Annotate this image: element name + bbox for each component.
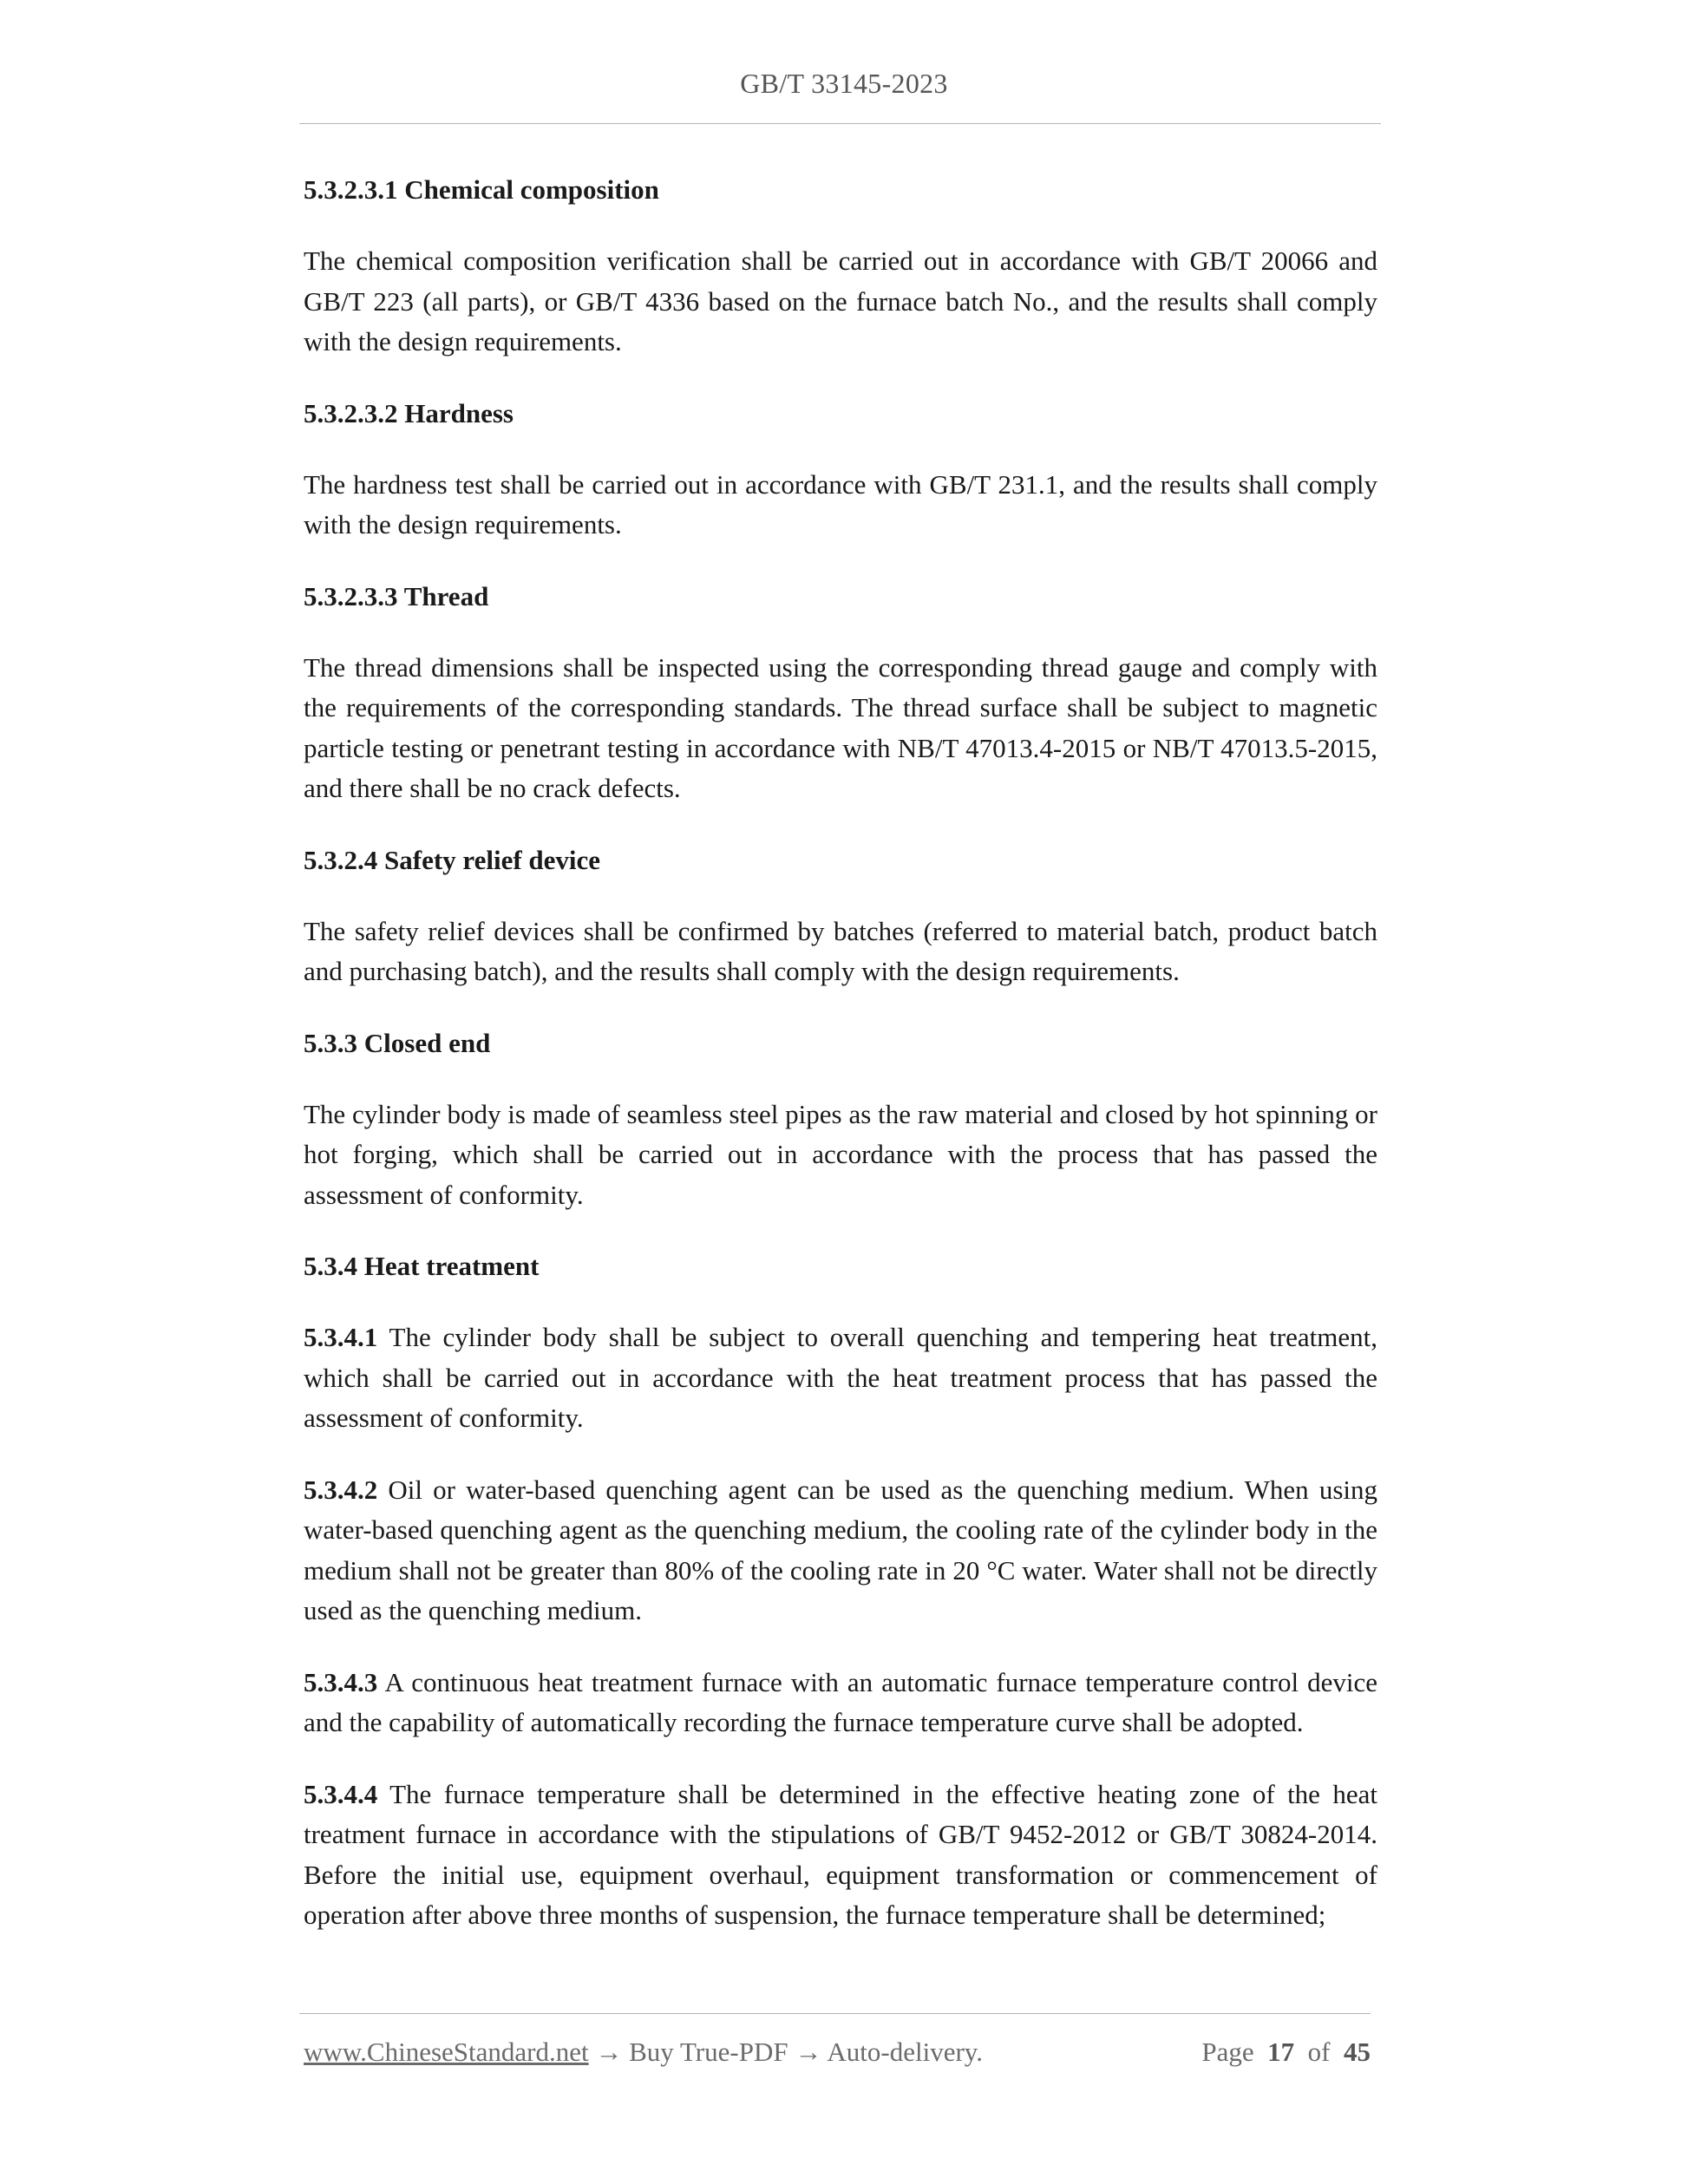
clause-text: The cylinder body shall be subject to overall quenching and tempering heat treatment, which shall be carried out in accordance with the heat treatment process that has passed the assessment of conformity. xyxy=(304,1322,1377,1433)
of-word: of xyxy=(1307,2037,1331,2067)
clause-text: Oil or water-based quenching agent can be used as the quenching medium. When using water-based quenching agent as the quenching medium, the cooling rate of the cylinder body in the medium shall not be greater than 80% of the cooling rate in 20 °C water. Water shall not be directly used as the quenching medium. xyxy=(304,1474,1377,1625)
section-heading-closed-end: 5.3.3 Closed end xyxy=(304,1027,491,1058)
header-divider xyxy=(299,123,1381,124)
clause-number: 5.3.4.3 xyxy=(304,1666,378,1697)
clause-number: 5.3.4.2 xyxy=(304,1474,378,1505)
total-pages: 45 xyxy=(1344,2037,1371,2067)
section-heading-thread: 5.3.2.3.3 Thread xyxy=(304,580,489,611)
clause-5-3-4-4 xyxy=(304,1775,1377,1936)
footer-divider xyxy=(299,2013,1371,2014)
buy-pdf-text: Buy True-PDF xyxy=(629,2037,788,2067)
section-text-closed-end: The cylinder body is made of seamless steel pipes as the raw material and closed by hot spinning or hot forging, which shall be carried out in accordance with the process that has passed the assessment of conformity. xyxy=(304,1098,1377,1210)
clause-text: A continuous heat treatment furnace with an automatic furnace temperature control device and the capability of automatically recording the furnace temperature curve shall be adopted. xyxy=(304,1666,1377,1737)
arrow-right-icon: → xyxy=(595,2037,623,2067)
footer-promo xyxy=(304,2035,983,2070)
section-text-chemical-composition: The chemical composition verification shall be carried out in accordance with GB/T 20066 and GB/T 223 (all parts), or GB/T 4336 based on the furnace batch No., and the results shall comply with the design requirements. xyxy=(304,245,1377,356)
clause-5-3-4-2 xyxy=(304,1470,1377,1631)
clause-5-3-4-3 xyxy=(304,1663,1377,1743)
clause-number: 5.3.4.4 xyxy=(304,1778,378,1809)
section-heading-heat-treatment: 5.3.4 Heat treatment xyxy=(304,1251,540,1281)
section-heading-chemical-composition: 5.3.2.3.1 Chemical composition xyxy=(304,174,659,205)
clause-number: 5.3.4.1 xyxy=(304,1322,378,1352)
page-number xyxy=(1201,2035,1371,2070)
site-link[interactable]: www.ChineseStandard.net xyxy=(304,2037,589,2067)
clause-text: The furnace temperature shall be determined in the effective heating zone of the heat treatment furnace in accordance with the stipulations of GB/T 9452-2012 or GB/T 30824-2014. Before the initial use, equipment overhaul, equipment transformation or commencement of operation after above three months of suspension, the furnace temperature shall be determined; xyxy=(304,1778,1377,1930)
section-heading-hardness: 5.3.2.3.2 Hardness xyxy=(304,397,514,428)
current-page: 17 xyxy=(1267,2037,1295,2067)
page-word: Page xyxy=(1201,2037,1254,2067)
clause-5-3-4-1 xyxy=(304,1318,1377,1439)
page-header: GB/T 33145-2023 xyxy=(740,68,948,99)
section-heading-safety-relief-device: 5.3.2.4 Safety relief device xyxy=(304,844,601,875)
section-text-hardness: The hardness test shall be carried out in accordance with GB/T 231.1, and the results shall comply with the design requirements. xyxy=(304,468,1377,539)
section-text-safety-relief-device: The safety relief devices shall be confirmed by batches (referred to material batch, product batch and purchasing batch), and the results shall comply with the design requirements. xyxy=(304,915,1377,986)
auto-delivery-text: Auto-delivery. xyxy=(827,2037,984,2067)
section-text-thread: The thread dimensions shall be inspected using the corresponding thread gauge and comply with the requirements of the corresponding standards. The thread surface shall be subject to magnetic particle testing or penetrant testing in accordance with NB/T 47013.4-2015 or NB/T 47013.5-2015, and there shall be no crack defects. xyxy=(304,651,1377,803)
arrow-right-icon: → xyxy=(795,2037,822,2067)
document-body xyxy=(304,170,1377,1967)
